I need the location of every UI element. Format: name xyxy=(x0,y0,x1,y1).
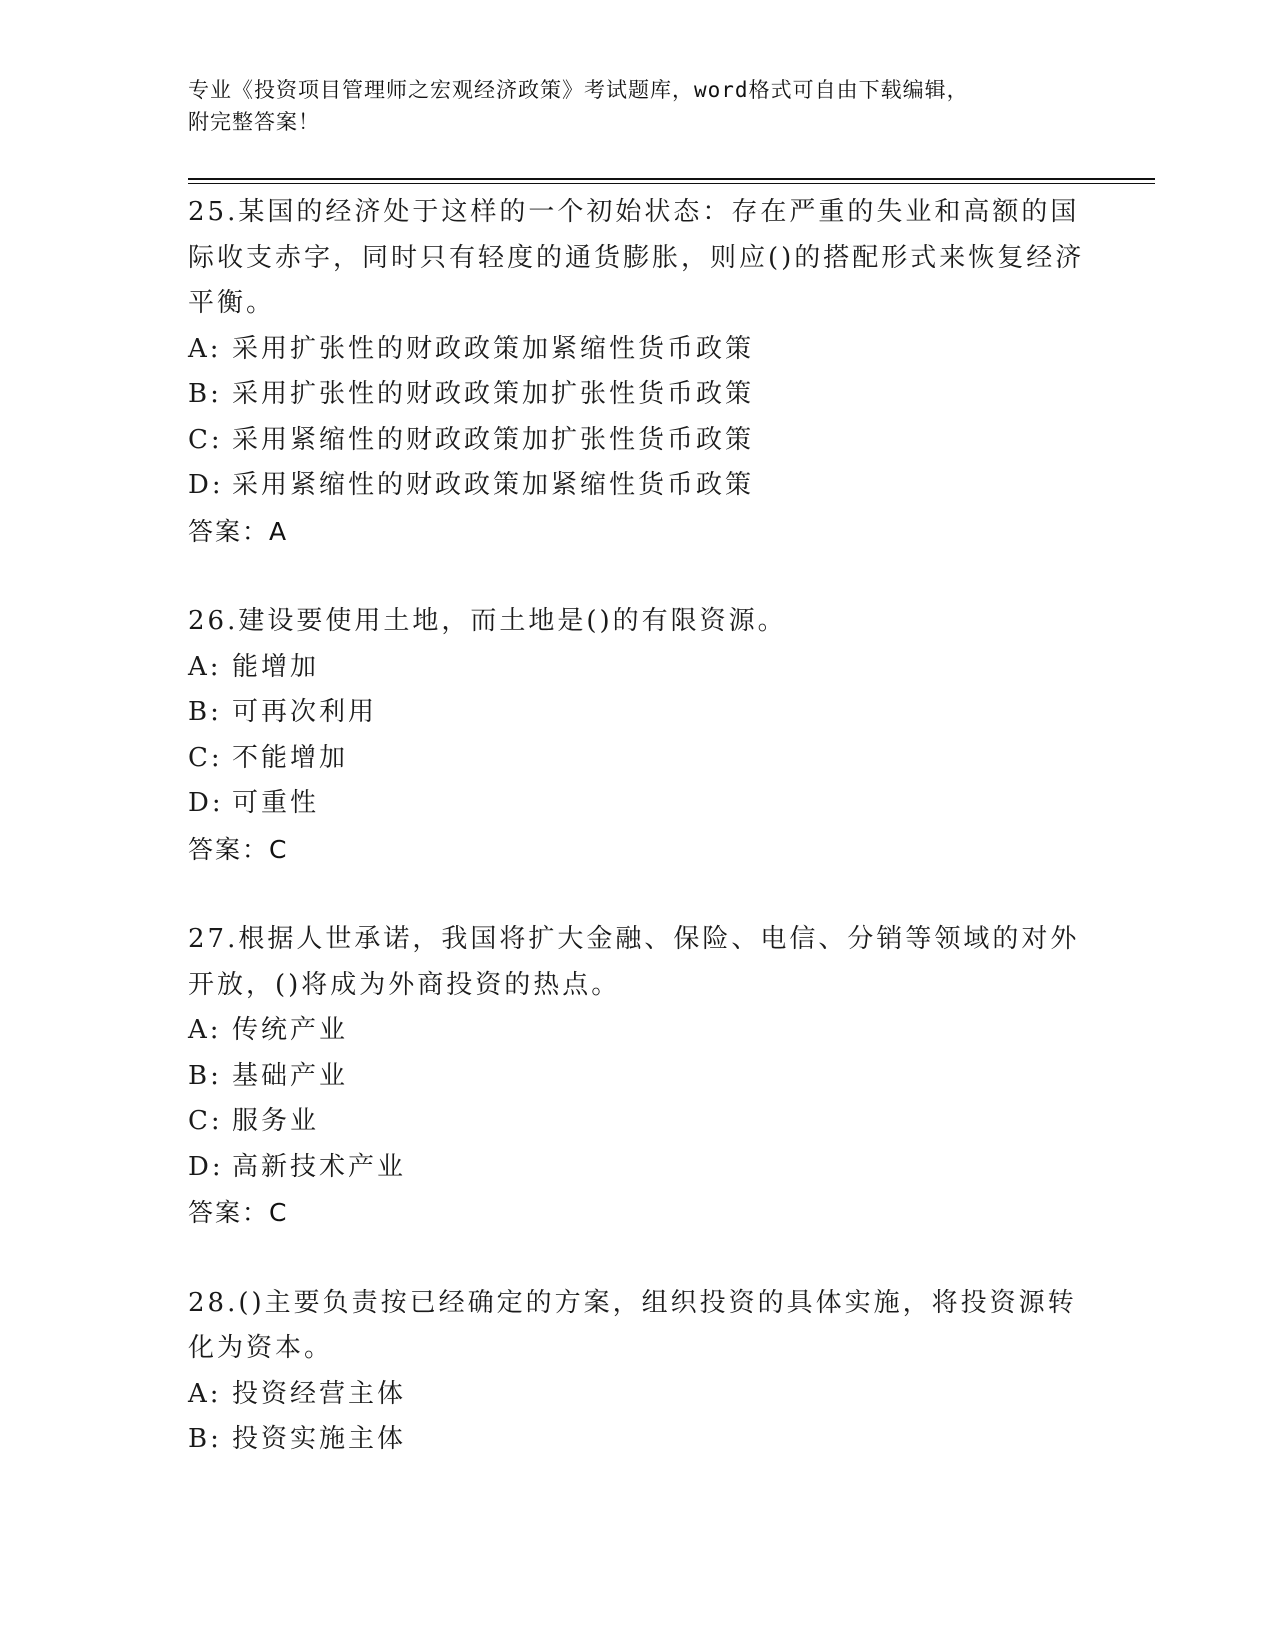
option-text: 不能增加 xyxy=(232,742,349,773)
option-text: 采用扩张性的财政政策加紧缩性货币政策 xyxy=(232,333,755,364)
header-divider-thin xyxy=(188,183,1155,184)
option-text: 采用扩张性的财政政策加扩张性货币政策 xyxy=(232,379,755,409)
option-text: 投资经营主体 xyxy=(232,1378,407,1409)
question-list xyxy=(188,190,1088,1508)
option-text: 能增加 xyxy=(232,651,320,682)
option-d xyxy=(188,781,1088,827)
option-a xyxy=(188,327,1088,373)
option-c xyxy=(188,418,1088,464)
option-key: D: xyxy=(188,788,224,818)
option-list xyxy=(188,645,1088,827)
question-stem: 26.建设要使用土地，而土地是()的有限资源。 xyxy=(188,606,787,636)
option-b xyxy=(188,1417,1088,1463)
option-key: B: xyxy=(188,697,222,727)
question-stem: 28.()主要负责按已经确定的方案，组织投资的具体实施，将投资源转化为资本。 xyxy=(188,1287,1077,1363)
option-c xyxy=(188,1099,1088,1145)
question-26 xyxy=(188,599,1088,872)
option-key: D: xyxy=(188,1151,224,1182)
question-28 xyxy=(188,1281,1088,1463)
header-divider-thick xyxy=(188,178,1155,180)
option-key: A: xyxy=(188,651,222,682)
option-b xyxy=(188,372,1088,418)
option-key: B: xyxy=(188,379,222,409)
option-text: 传统产业 xyxy=(232,1015,349,1045)
option-key: A: xyxy=(188,1015,222,1045)
option-text: 可再次利用 xyxy=(232,697,378,727)
option-a xyxy=(188,645,1088,691)
question-stem: 25.某国的经济处于这样的一个初始状态：存在严重的失业和高额的国际收支赤字，同时只有轻度的通货膨胀，则应()的搭配形式来恢复经济平衡。 xyxy=(188,197,1085,318)
option-list xyxy=(188,327,1088,509)
option-list xyxy=(188,1008,1088,1190)
option-text: 采用紧缩性的财政政策加紧缩性货币政策 xyxy=(232,470,755,500)
option-text: 基础产业 xyxy=(232,1060,349,1091)
option-text: 服务业 xyxy=(232,1106,320,1136)
option-key: C: xyxy=(188,742,223,773)
option-text: 可重性 xyxy=(232,788,320,818)
option-d xyxy=(188,1145,1088,1191)
option-key: C: xyxy=(188,424,223,455)
header-line-2: 附完整答案！ xyxy=(188,110,320,134)
option-b xyxy=(188,690,1088,736)
option-key: D: xyxy=(188,470,224,500)
option-d xyxy=(188,463,1088,509)
option-key: B: xyxy=(188,1060,222,1091)
question-stem: 27.根据人世承诺，我国将扩大金融、保险、电信、分销等领域的对外开放，()将成为外商投资的热点。 xyxy=(188,924,1080,1000)
option-text: 高新技术产业 xyxy=(232,1151,407,1182)
option-key: C: xyxy=(188,1106,223,1136)
question-27 xyxy=(188,917,1088,1236)
option-b xyxy=(188,1054,1088,1100)
answer-line: 答案：C xyxy=(188,1198,289,1227)
option-text: 投资实施主体 xyxy=(232,1424,407,1454)
option-key: A: xyxy=(188,1378,222,1409)
option-key: A: xyxy=(188,333,222,364)
option-key: B: xyxy=(188,1424,222,1454)
answer-line: 答案：C xyxy=(188,834,289,864)
option-a xyxy=(188,1372,1088,1418)
option-c xyxy=(188,736,1088,782)
answer-line: 答案：A xyxy=(188,516,289,546)
question-25 xyxy=(188,190,1088,554)
option-text: 采用紧缩性的财政政策加扩张性货币政策 xyxy=(232,424,755,455)
option-a xyxy=(188,1008,1088,1054)
document-header xyxy=(188,74,1088,138)
header-line-1: 专业《投资项目管理师之宏观经济政策》考试题库，word格式可自由下载编辑， xyxy=(188,78,969,102)
option-list xyxy=(188,1372,1088,1463)
